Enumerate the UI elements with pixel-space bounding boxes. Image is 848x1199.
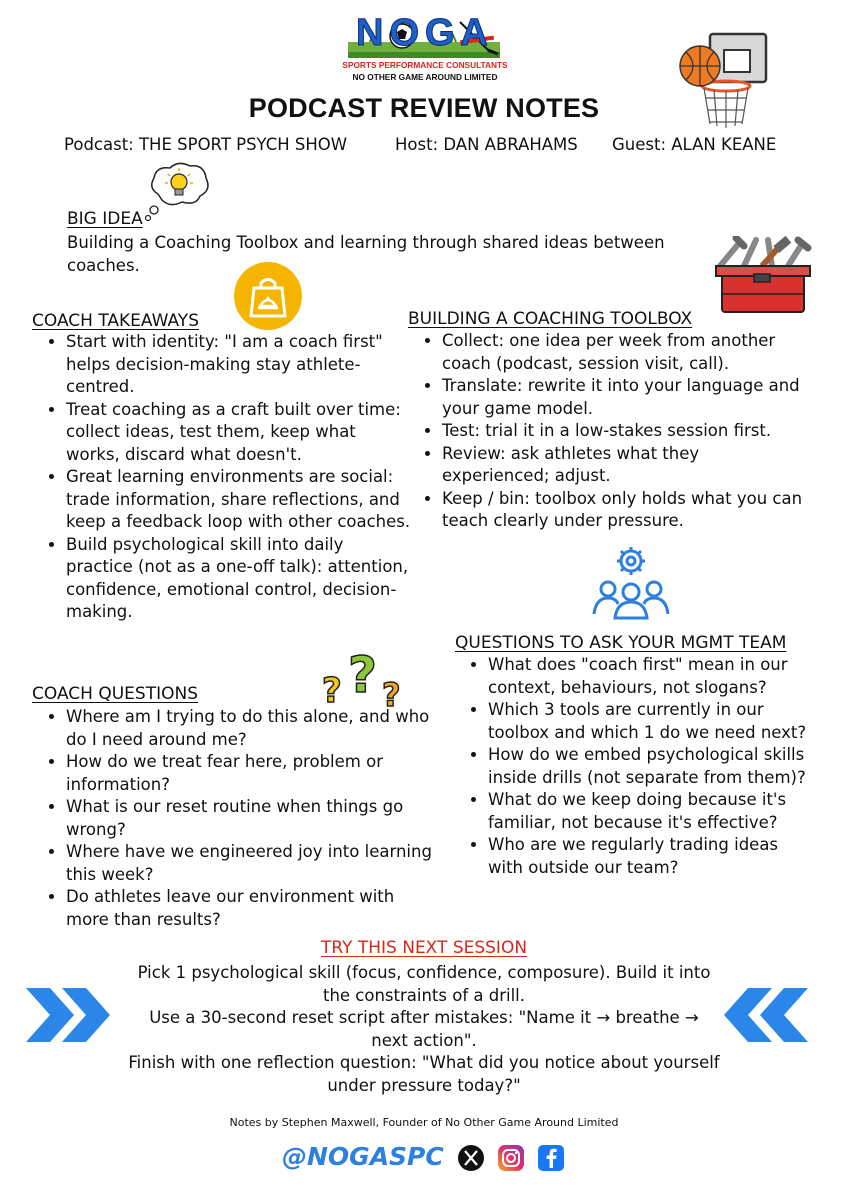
svg-text:?: ? xyxy=(322,671,342,711)
coach-questions-list xyxy=(34,706,440,931)
logo-line1: SPORTS PERFORMANCE CONSULTANTS xyxy=(342,60,508,70)
mgmt-questions-heading: QUESTIONS TO ASK YOUR MGMT TEAM xyxy=(455,633,787,653)
list-item: • How do we treat fear here, problem or information? xyxy=(66,751,440,796)
list-item: • What does "coach first" mean in our context, behaviours, not slogans? xyxy=(488,654,816,699)
list-item: • Keep / bin: toolbox only holds what you can teach clearly under pressure. xyxy=(442,488,810,533)
try-line: Finish with one reflection question: "What did you notice about yourself xyxy=(128,1053,720,1072)
svg-text:?: ? xyxy=(348,646,378,704)
coach-takeaways-list xyxy=(34,331,414,624)
social-handle[interactable]: @NOGASPC xyxy=(282,1142,444,1171)
list-item: • Great learning environments are social: trade information, share reflections, and keep a feedback loop with other coaches. xyxy=(66,466,414,534)
podcast-name: Podcast: THE SPORT PSYCH SHOW xyxy=(64,135,348,154)
svg-text:?: ? xyxy=(382,676,401,714)
list-item: • Review: ask athletes what they experienced; adjust. xyxy=(442,443,810,488)
page-title: PODCAST REVIEW NOTES xyxy=(248,93,600,123)
list-item: • Start with identity: "I am a coach first" helps decision-making stay athlete-centred. xyxy=(66,331,414,399)
try-line: Use a 30-second reset script after mistakes: "Name it → breathe → xyxy=(149,1008,699,1027)
list-item: • Treat coaching as a craft built over time: collect ideas, test them, keep what works, discard what doesn't. xyxy=(66,399,414,467)
list-item: • Test: trial it in a low-stakes session first. xyxy=(442,420,810,443)
logo-line2: NO OTHER GAME AROUND LIMITED xyxy=(352,72,498,82)
list-item: • What is our reset routine when things go wrong? xyxy=(66,796,440,841)
list-item: • Who are we regularly trading ideas with outside our team? xyxy=(488,834,816,879)
logo-wordmark: NOGA xyxy=(356,12,494,54)
list-item: • Which 3 tools are currently in our toolbox and which 1 do we need next? xyxy=(488,699,816,744)
try-line: next action". xyxy=(371,1030,477,1050)
host-name: Host: DAN ABRAHAMS xyxy=(395,135,578,154)
big-idea-heading: BIG IDEA xyxy=(67,209,143,229)
list-item: • Collect: one idea per week from another coach (podcast, session visit, call). xyxy=(442,330,810,375)
try-line: Pick 1 psychological skill (focus, confidence, composure). Build it into xyxy=(137,963,711,982)
coach-questions-heading: COACH QUESTIONS xyxy=(32,684,198,704)
lightbulb-icon xyxy=(142,158,214,224)
x-icon[interactable] xyxy=(457,1144,485,1172)
toolbox-list xyxy=(410,330,810,533)
list-item: • What do we keep doing because it's familiar, not because it's effective? xyxy=(488,789,816,834)
try-line: the constraints of a drill. xyxy=(322,985,526,1005)
team-gear-icon xyxy=(590,544,672,620)
list-item: • Where have we engineered joy into learning this week? xyxy=(66,841,440,886)
list-item: • Where am I trying to do this alone, and who do I need around me? xyxy=(66,706,440,751)
noga-logo xyxy=(340,12,510,88)
try-next-heading: TRY THIS NEXT SESSION xyxy=(320,938,528,958)
mgmt-questions-list xyxy=(456,654,816,879)
list-item: • How do we embed psychological skills inside drills (not separate from them)? xyxy=(488,744,816,789)
toolbox-heading: BUILDING A COACHING TOOLBOX xyxy=(408,309,693,329)
facebook-icon[interactable] xyxy=(537,1144,565,1172)
try-line: under pressure today?" xyxy=(327,1075,521,1095)
guest-name: Guest: ALAN KEANE xyxy=(612,135,777,154)
chevron-left-icon xyxy=(716,984,812,1046)
try-next-body xyxy=(110,962,738,1097)
coach-takeaways-heading: COACH TAKEAWAYS xyxy=(32,311,199,331)
big-idea-line2: coaches. xyxy=(67,256,140,275)
bag-icon xyxy=(232,260,304,332)
list-item: • Build psychological skill into daily practice (not as a one-off talk): attention, confidence, emotional control, decision-making. xyxy=(66,534,414,624)
big-idea-line1: Building a Coaching Toolbox and learning through shared ideas between xyxy=(67,233,665,252)
list-item: • Do athletes leave our environment with more than results? xyxy=(66,886,440,931)
chevron-right-icon xyxy=(22,984,118,1046)
instagram-icon[interactable] xyxy=(497,1144,525,1172)
list-item: • Translate: rewrite it into your language and your game model. xyxy=(442,375,810,420)
footer-note: Notes by Stephen Maxwell, Founder of No Other Game Around Limited xyxy=(229,1116,619,1129)
toolbox-icon xyxy=(710,236,814,322)
